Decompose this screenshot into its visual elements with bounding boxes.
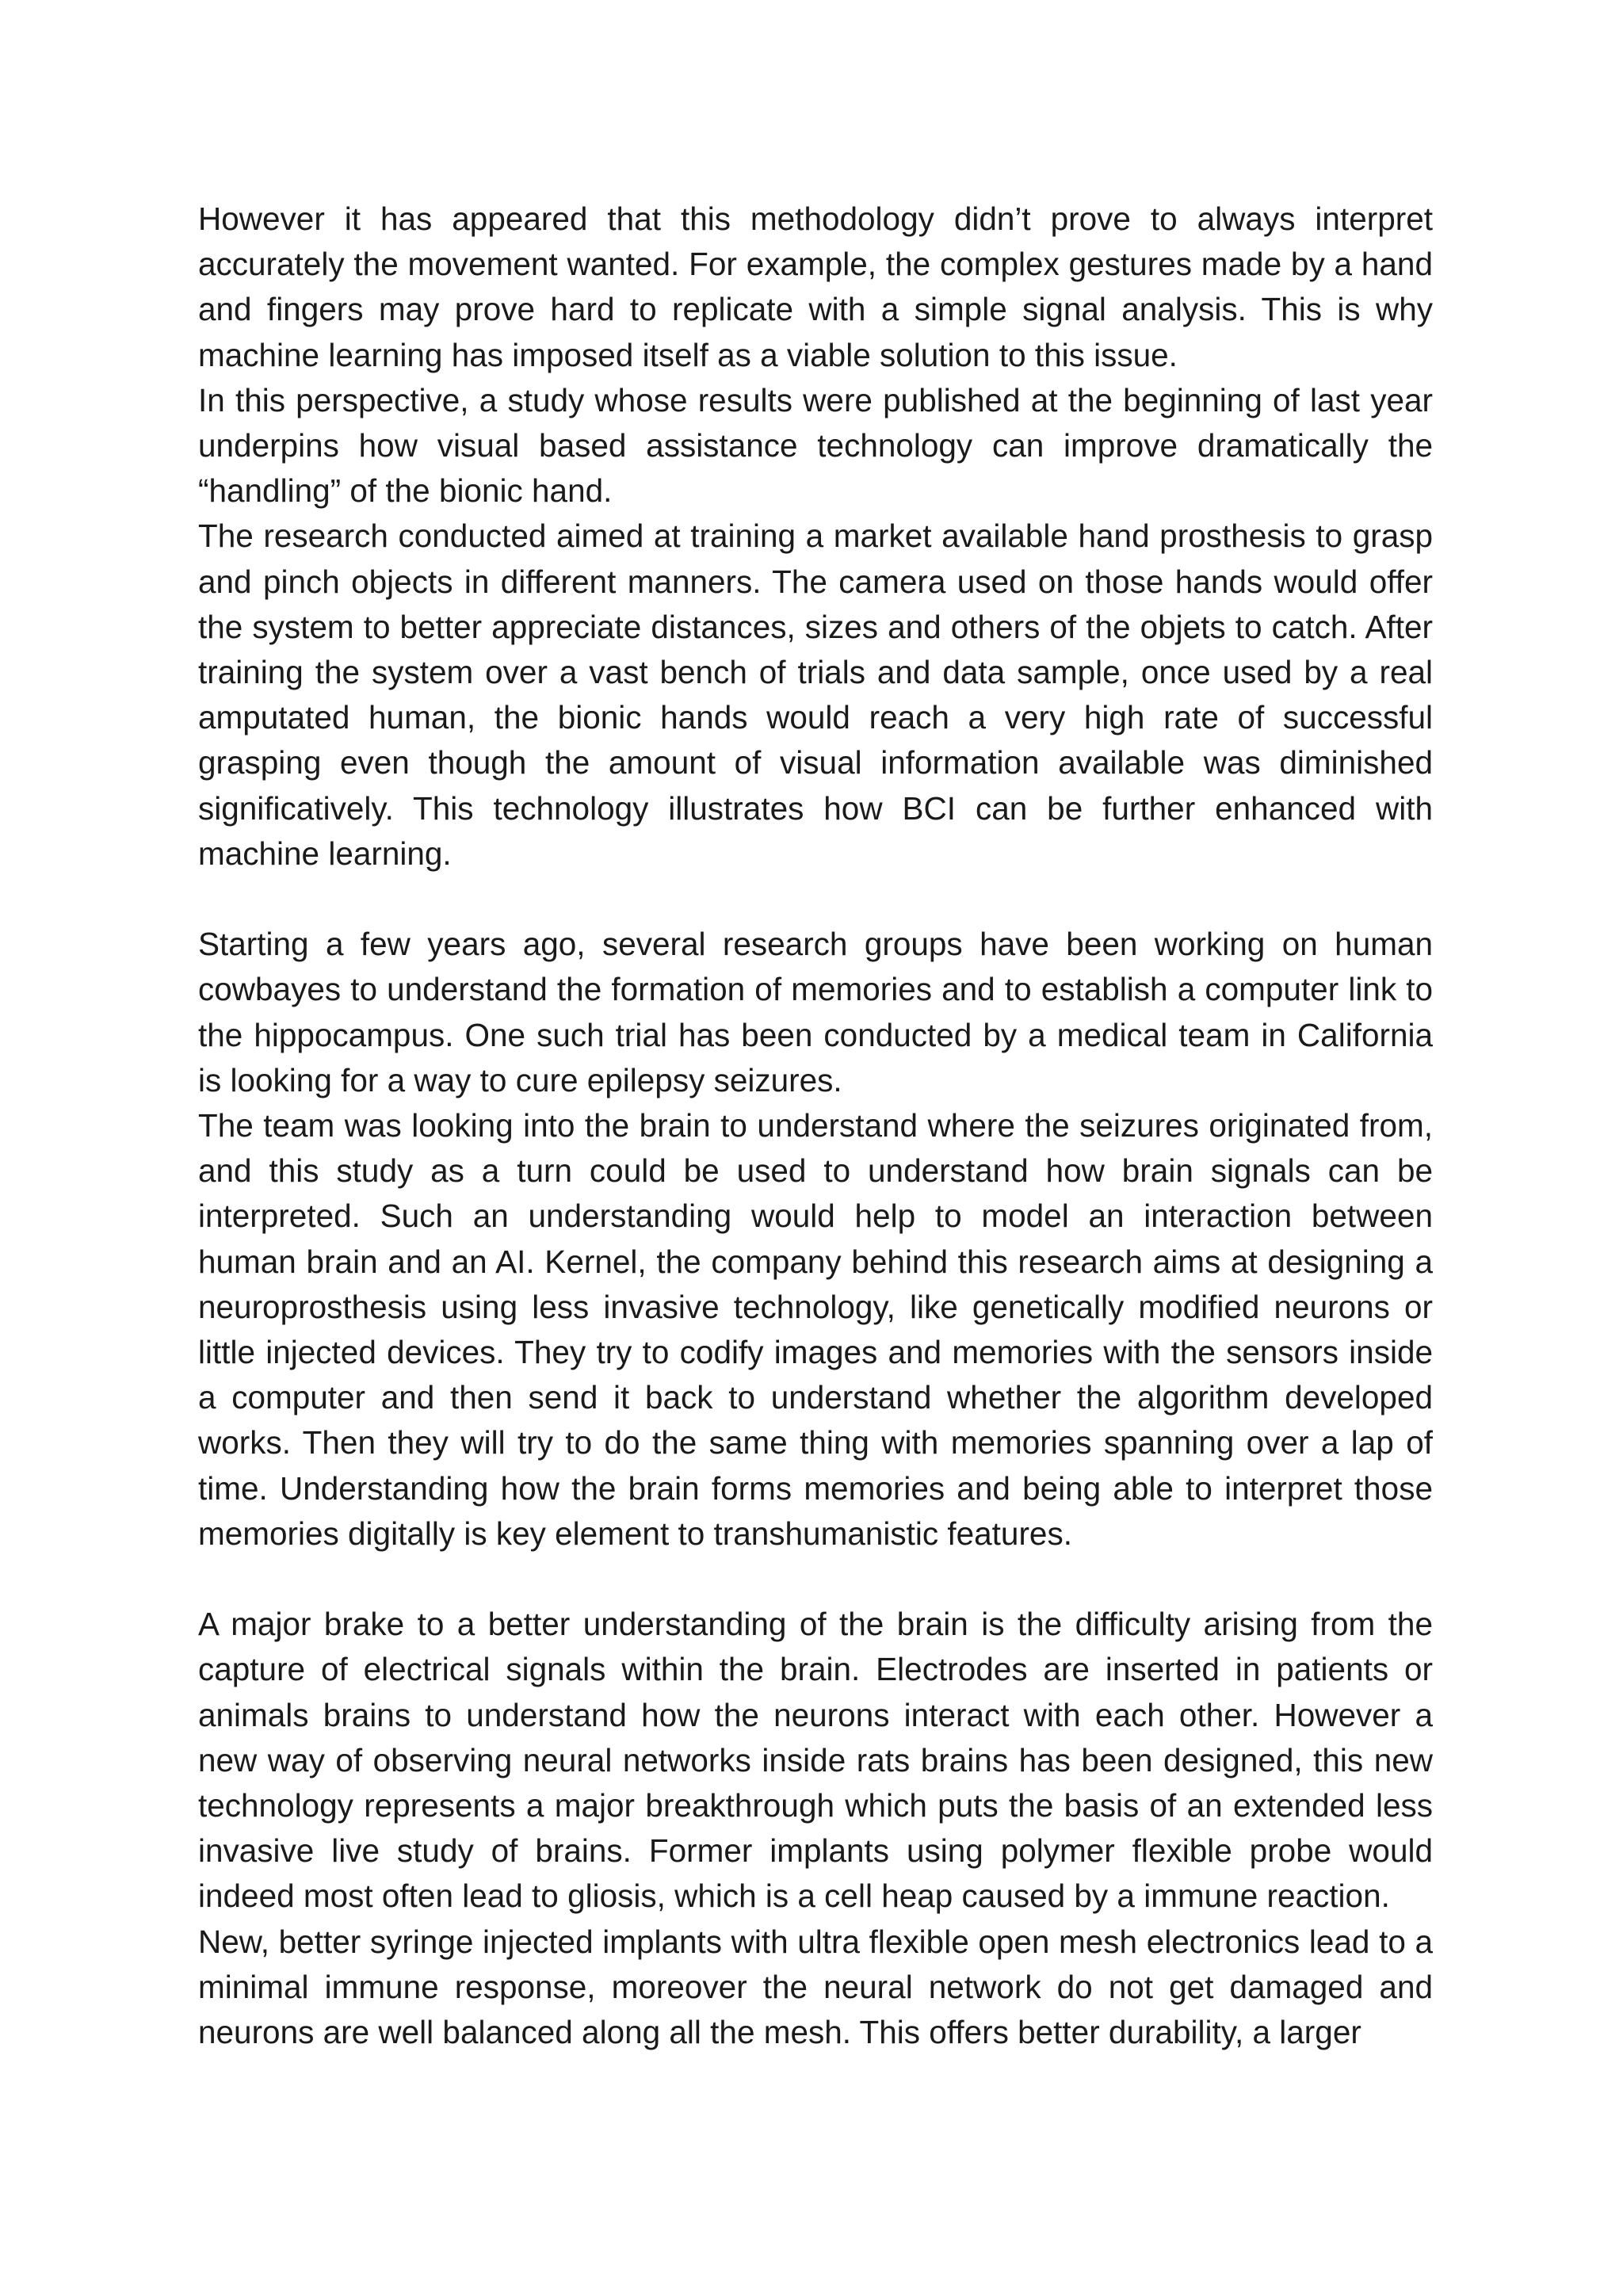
paragraph-visual-assistance-study: In this perspective, a study whose results were published at the beginning of last year underpins how visual based assistance technology can improve dramatically the “handling” of the bionic hand.	[198, 381, 1433, 510]
paragraph-electrical-signals: A major brake to a better understanding of the brain is the difficulty arising from the capture of electrical signals within the brain. Electrodes are inserted in patients or animals brains to understand how the neurons interact with each other. However a new way of observing neural networks inside rats brains has been designed, this new technology represents a major breakthrough which puts the basis of an extended less invasive live study of brains. Former implants using polymer flexible probe would indeed most often lead to gliosis, which is a cell heap caused by a immune reaction.	[198, 1606, 1433, 1915]
body-text	[198, 197, 1433, 2055]
paragraph-prosthesis-research: The research conducted aimed at training a market available hand prosthesis to grasp and pinch objects in different manners. The camera used on those hands would offer the system to better appreciate distances, sizes and others of the objets to catch. After training the system over a vast bench of trials and data sample, once used by a real amputated human, the bionic hands would reach a very high rate of successful grasping even though the amount of visual information available was diminished significatively. This technology illustrates how BCI can be further enhanced with machine learning.	[198, 518, 1433, 872]
paragraph-kernel-research: The team was looking into the brain to understand where the seizures originated from, and this study as a turn could be used to understand how brain signals can be interpreted. Such an understanding would help to model an interaction between human brain and an AI. Kernel, the company behind this research aims at designing a neuroprosthesis using less invasive technology, like genetically modified neurons or little injected devices. They try to codify images and memories with the sensors inside a computer and then send it back to understand whether the algorithm developed works. Then they will try to do the same thing with memories spanning over a lap of time. Understanding how the brain forms memories and being able to interpret those memories digitally is key element to transhumanistic features.	[198, 1107, 1433, 1552]
paragraph-methodology: However it has appeared that this methodology didn’t prove to always interpret accurately the movement wanted. For example, the complex gestures made by a hand and fingers may prove hard to replicate with a simple signal analysis. This is why machine learning has imposed itself as a viable solution to this issue.	[198, 201, 1433, 373]
paragraph-memory-research: Starting a few years ago, several research groups have been working on human cowbayes to understand the formation of memories and to establish a computer link to the hippocampus. One such trial has been conducted by a medical team in California is looking for a way to cure epilepsy seizures.	[198, 926, 1433, 1098]
paragraph-mesh-implants: New, better syringe injected implants with ultra flexible open mesh electronics lead to a minimal immune response, moreover the neural network do not get damaged and neurons are well balanced along all the mesh. This offers better durability, a larger	[198, 1923, 1433, 2051]
